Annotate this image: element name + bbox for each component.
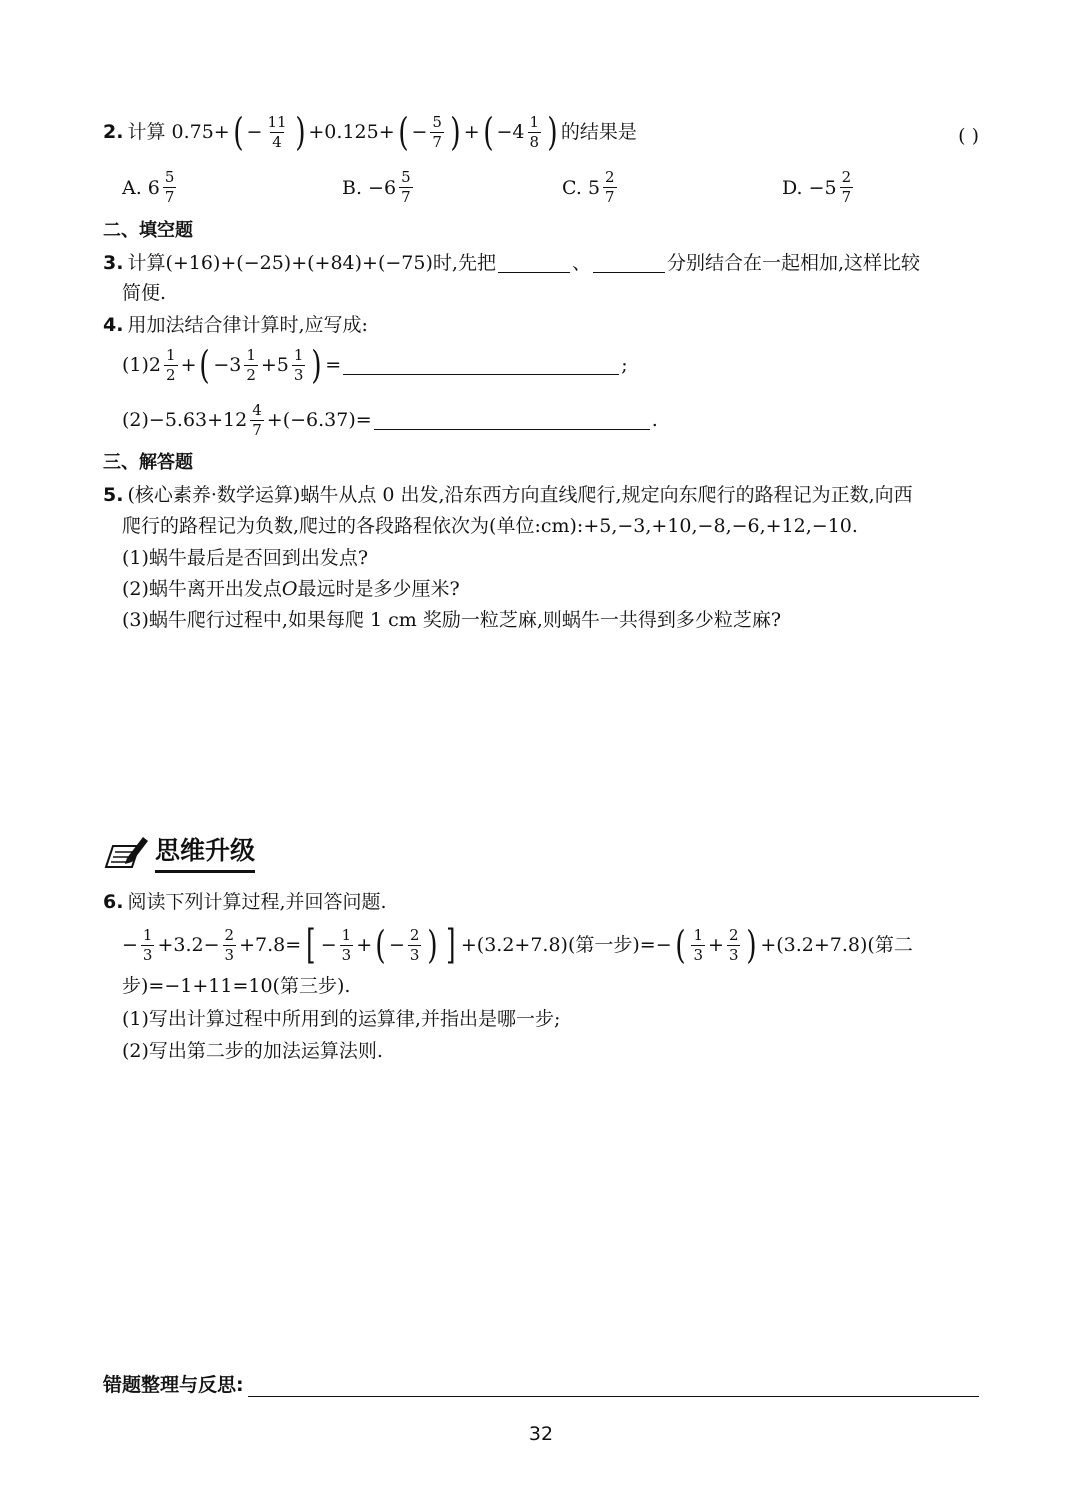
blank-answer-1[interactable]	[498, 254, 570, 273]
q6-sub-2: (2)写出第二步的加法运算法则.	[122, 1040, 383, 1062]
q3-text-2: 分别结合在一起相加,这样比较	[666, 252, 921, 274]
pencil-notebook-icon	[103, 834, 149, 870]
q5-sub-3: (3)蜗牛爬行过程中,如果每爬 1 cm 奖励一粒芝麻,则蜗牛一共得到多少粒芝麻?	[122, 609, 782, 631]
fraction	[163, 170, 177, 205]
left-paren: (	[674, 923, 686, 967]
punctuation: ;	[621, 353, 628, 376]
numerator: 1	[341, 925, 352, 944]
q5-sub2-text-a: (2)蜗牛离开出发点	[122, 578, 282, 600]
plus-sign: +	[180, 353, 197, 376]
q3-text-1: 计算(+16)+(−25)+(+84)+(−75)时,先把	[127, 252, 496, 274]
fraction	[244, 345, 258, 384]
q6-expression-line-1	[122, 922, 979, 968]
numerator: 5	[164, 168, 175, 186]
fraction	[141, 925, 155, 964]
fraction	[164, 345, 178, 384]
numerator: 2	[841, 168, 852, 186]
right-paren: )	[311, 343, 323, 387]
numerator: 1	[246, 345, 256, 364]
left-bracket: [	[306, 922, 316, 968]
q5-sub2-text-b: 最远时是多少厘米?	[297, 578, 460, 600]
numerator: 2	[409, 925, 420, 944]
q5-text-2: 爬行的路程记为负数,爬过的各段路程依次为(单位:cm):+5,−3,+10,−8,−6,+12,−10.	[122, 515, 858, 537]
fraction	[691, 925, 705, 964]
fraction	[265, 112, 288, 151]
right-paren: )	[746, 923, 758, 967]
question-number: 6.	[103, 891, 124, 913]
fraction	[430, 112, 444, 151]
section-heading-answer: 三、解答题	[103, 452, 193, 473]
left-paren: (	[397, 110, 409, 154]
question-5	[103, 486, 979, 505]
numerator: 1	[293, 345, 304, 364]
q4-text: 用加法结合律计算时,应写成:	[127, 314, 368, 336]
answer-bracket[interactable]: ( )	[958, 125, 979, 147]
expr-text: +7.8=	[239, 933, 302, 956]
fraction	[408, 925, 422, 964]
numerator: 11	[267, 112, 287, 131]
denominator: 3	[341, 945, 352, 964]
choice-label: C. 5	[562, 176, 601, 199]
punctuation: .	[651, 409, 658, 431]
q2-sign-2: −	[411, 120, 428, 143]
fraction	[528, 112, 542, 151]
blank-answer-q4-2[interactable]	[374, 411, 650, 430]
expr-text: +(3.2+7.8)(第一步)=−	[460, 933, 672, 956]
section-heading-fill-blank: 二、填空题	[103, 220, 193, 241]
minus-sign: −	[320, 933, 337, 956]
q6-sub-1: (1)写出计算过程中所用到的运算律,并指出是哪一步;	[122, 1008, 561, 1030]
choice-a[interactable]	[122, 170, 179, 205]
reflection-line	[103, 1370, 979, 1397]
q4-part-2	[122, 403, 979, 438]
expr-text: +(3.2+7.8)(第二	[760, 933, 913, 956]
denominator: 3	[142, 945, 153, 964]
left-paren: (	[482, 110, 494, 154]
blank-answer-2[interactable]	[593, 254, 665, 273]
denominator: 3	[224, 945, 235, 964]
denominator: 7	[164, 188, 175, 206]
right-paren: )	[547, 110, 558, 154]
denominator: 7	[401, 188, 411, 206]
denominator: 7	[605, 188, 615, 206]
numerator: 4	[252, 401, 262, 419]
fraction	[603, 170, 617, 205]
denominator: 3	[728, 945, 739, 964]
right-paren: )	[427, 923, 439, 967]
page-number: 32	[528, 1423, 554, 1445]
denominator: 3	[693, 945, 704, 964]
fraction	[292, 345, 306, 384]
choice-c[interactable]	[562, 170, 620, 205]
denominator: 7	[841, 188, 852, 206]
right-paren: )	[294, 110, 306, 154]
fraction	[399, 170, 413, 205]
fraction	[727, 925, 741, 964]
q4-part1-label: (1)2	[122, 353, 162, 376]
denominator: 7	[432, 132, 442, 151]
denominator: 2	[166, 365, 176, 384]
fraction	[223, 925, 237, 964]
q2-mixed-whole: −4	[496, 120, 525, 143]
left-paren: (	[232, 110, 244, 154]
q3-continuation: 简便.	[122, 282, 167, 304]
question-4	[103, 316, 979, 335]
right-bracket: ]	[446, 922, 456, 968]
left-paren: (	[375, 923, 386, 967]
section-banner	[103, 832, 255, 872]
banner-title: 思维升级	[155, 831, 255, 873]
question-3	[103, 254, 979, 273]
question-number: 4.	[103, 314, 124, 336]
q5-sub-1: (1)蜗牛最后是否回到出发点?	[122, 547, 369, 569]
denominator: 3	[293, 365, 304, 384]
reflection-blank[interactable]	[248, 1376, 979, 1397]
q4-part2-text-2: +(−6.37)=	[266, 409, 372, 431]
choice-label: D. −5	[782, 176, 837, 199]
denominator: 8	[529, 132, 540, 151]
q2-text-1: 计算 0.75+	[127, 120, 230, 143]
q3-separator: 、	[571, 252, 591, 274]
q2-text-4: 的结果是	[560, 120, 637, 143]
question-number: 2.	[103, 120, 124, 143]
q5-sub-2	[122, 580, 979, 599]
q5-text-1: (核心素养·数学运算)蜗牛从点 0 出发,沿东西方向直线爬行,规定向东爬行的路程记为正数,向西	[127, 484, 913, 506]
blank-answer-q4-1[interactable]	[343, 356, 619, 375]
choice-label: B. −6	[342, 176, 397, 199]
numerator: 2	[728, 925, 739, 944]
numerator: 1	[529, 112, 540, 131]
q6-text-1: 阅读下列计算过程,并回答问题.	[127, 891, 387, 913]
numerator: 5	[432, 112, 442, 131]
choice-b[interactable]	[342, 170, 416, 205]
left-paren: (	[199, 343, 211, 387]
choice-d[interactable]	[782, 170, 856, 205]
point-o: O	[281, 578, 298, 600]
plus-sign: +	[356, 933, 373, 956]
numerator: 2	[224, 925, 235, 944]
reflection-label: 错题整理与反思:	[103, 1374, 244, 1396]
mixed-whole: −3	[213, 353, 242, 376]
numerator: 2	[605, 168, 615, 186]
minus-sign: −	[122, 933, 138, 956]
numerator: 5	[401, 168, 411, 186]
fraction	[340, 925, 354, 964]
equals-sign: =	[325, 353, 342, 376]
numerator: 1	[693, 925, 704, 944]
q2-text-2: +0.125+	[308, 120, 395, 143]
fraction	[840, 170, 854, 205]
denominator: 3	[409, 945, 420, 964]
plus-sign: +	[708, 933, 724, 956]
denominator: 2	[246, 365, 256, 384]
expr-text: +3.2−	[157, 933, 220, 956]
q6-expression-line-2: 步)=−1+11=10(第三步).	[122, 975, 351, 997]
mixed-whole: +5	[260, 353, 289, 376]
question-number: 5.	[103, 484, 124, 506]
fraction	[250, 403, 264, 438]
minus-sign: −	[388, 933, 405, 956]
q4-part-1	[122, 343, 979, 387]
question-6	[103, 893, 979, 912]
question-number: 3.	[103, 252, 124, 274]
numerator: 1	[142, 925, 153, 944]
choice-label: A. 6	[122, 176, 160, 199]
right-paren: )	[450, 110, 461, 154]
numerator: 1	[166, 345, 176, 364]
denominator: 4	[272, 132, 282, 151]
q2-sign-1: −	[246, 120, 263, 143]
question-2	[103, 110, 979, 154]
q2-text-3: +	[463, 120, 480, 143]
q4-part2-text: (2)−5.63+12	[122, 409, 248, 431]
denominator: 7	[252, 421, 262, 439]
